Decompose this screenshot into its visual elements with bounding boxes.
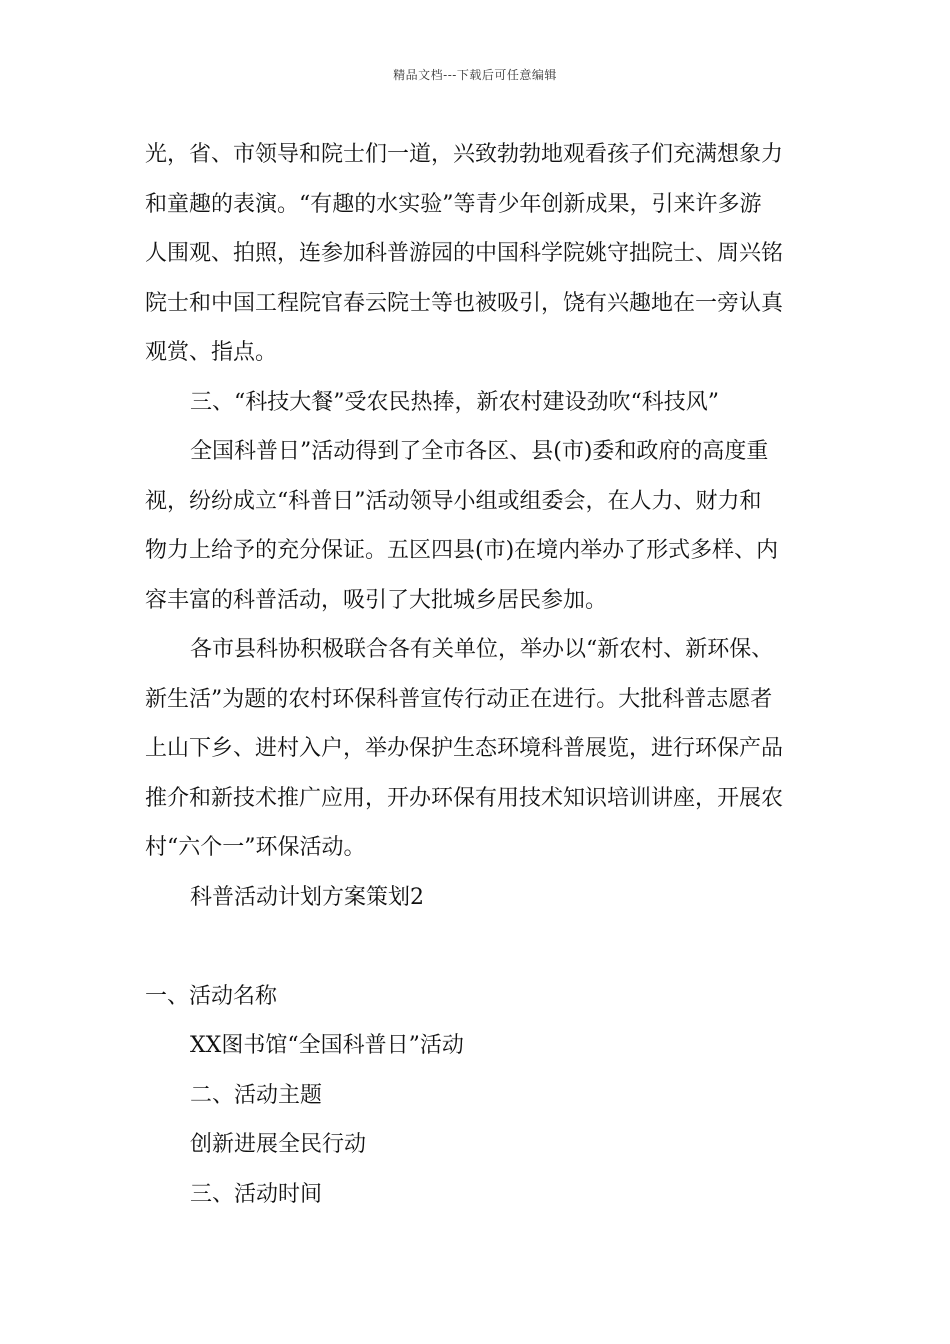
section-heading: 二、活动主题: [190, 1082, 323, 1108]
paragraph-line: 容丰富的科普活动，吸引了大批城乡居民参加。: [145, 587, 608, 613]
paragraph-line: 上山下乡、进村入户，举办保护生态环境科普展览，进行环保产品: [145, 736, 784, 761]
paragraph-line: 村“六个一”环保活动。: [145, 835, 366, 860]
section-heading: 三、“科技大餐”受农民热捧，新农村建设劲吹“科技风”: [190, 389, 719, 415]
page-header: 精品文档---下载后可任意编辑: [393, 68, 557, 82]
document-body: [145, 130, 809, 1219]
paragraph-line: 观赏、指点。: [145, 340, 278, 365]
paragraph-line: 物力上给予的充分保证。五区四县(市)在境内举办了形式多样、内: [145, 538, 779, 563]
paragraph-line: 全国科普日”活动得到了全市各区、县(市)委和政府的高度重: [190, 439, 769, 464]
section-heading: 一、活动名称: [145, 983, 278, 1009]
paragraph-line: XX图书馆“全国科普日”活动: [190, 1033, 464, 1058]
paragraph-line: 视，纷纷成立“科普日”活动领导小组或组委会，在人力、财力和: [145, 488, 762, 514]
document-title: 科普活动计划方案策划2: [190, 884, 424, 910]
paragraph-line: 各市县科协积极联合各有关单位，举办以“新农村、新环保、: [190, 637, 774, 662]
section-heading: 三、活动时间: [190, 1181, 323, 1207]
paragraph-line: 院士和中国工程院官春云院士等也被吸引，饶有兴趣地在一旁认真: [145, 290, 784, 316]
paragraph-line: 人围观、拍照，连参加科普游园的中国科学院姚守拙院士、周兴铭: [145, 241, 784, 266]
paragraph-line: 新生活”为题的农村环保科普宣传行动正在进行。大批科普志愿者: [145, 686, 773, 712]
paragraph-line: 和童趣的表演。“有趣的水实验”等青少年创新成果，引来许多游: [145, 191, 762, 217]
paragraph-line: 创新进展全民行动: [190, 1132, 367, 1157]
paragraph-line: 推介和新技术推广应用，开办环保有用技术知识培训讲座，开展农: [145, 785, 784, 811]
blank-gap: [145, 922, 809, 972]
paragraph-line: 光，省、市领导和院士们一道，兴致勃勃地观看孩子们充满想象力: [145, 142, 784, 167]
